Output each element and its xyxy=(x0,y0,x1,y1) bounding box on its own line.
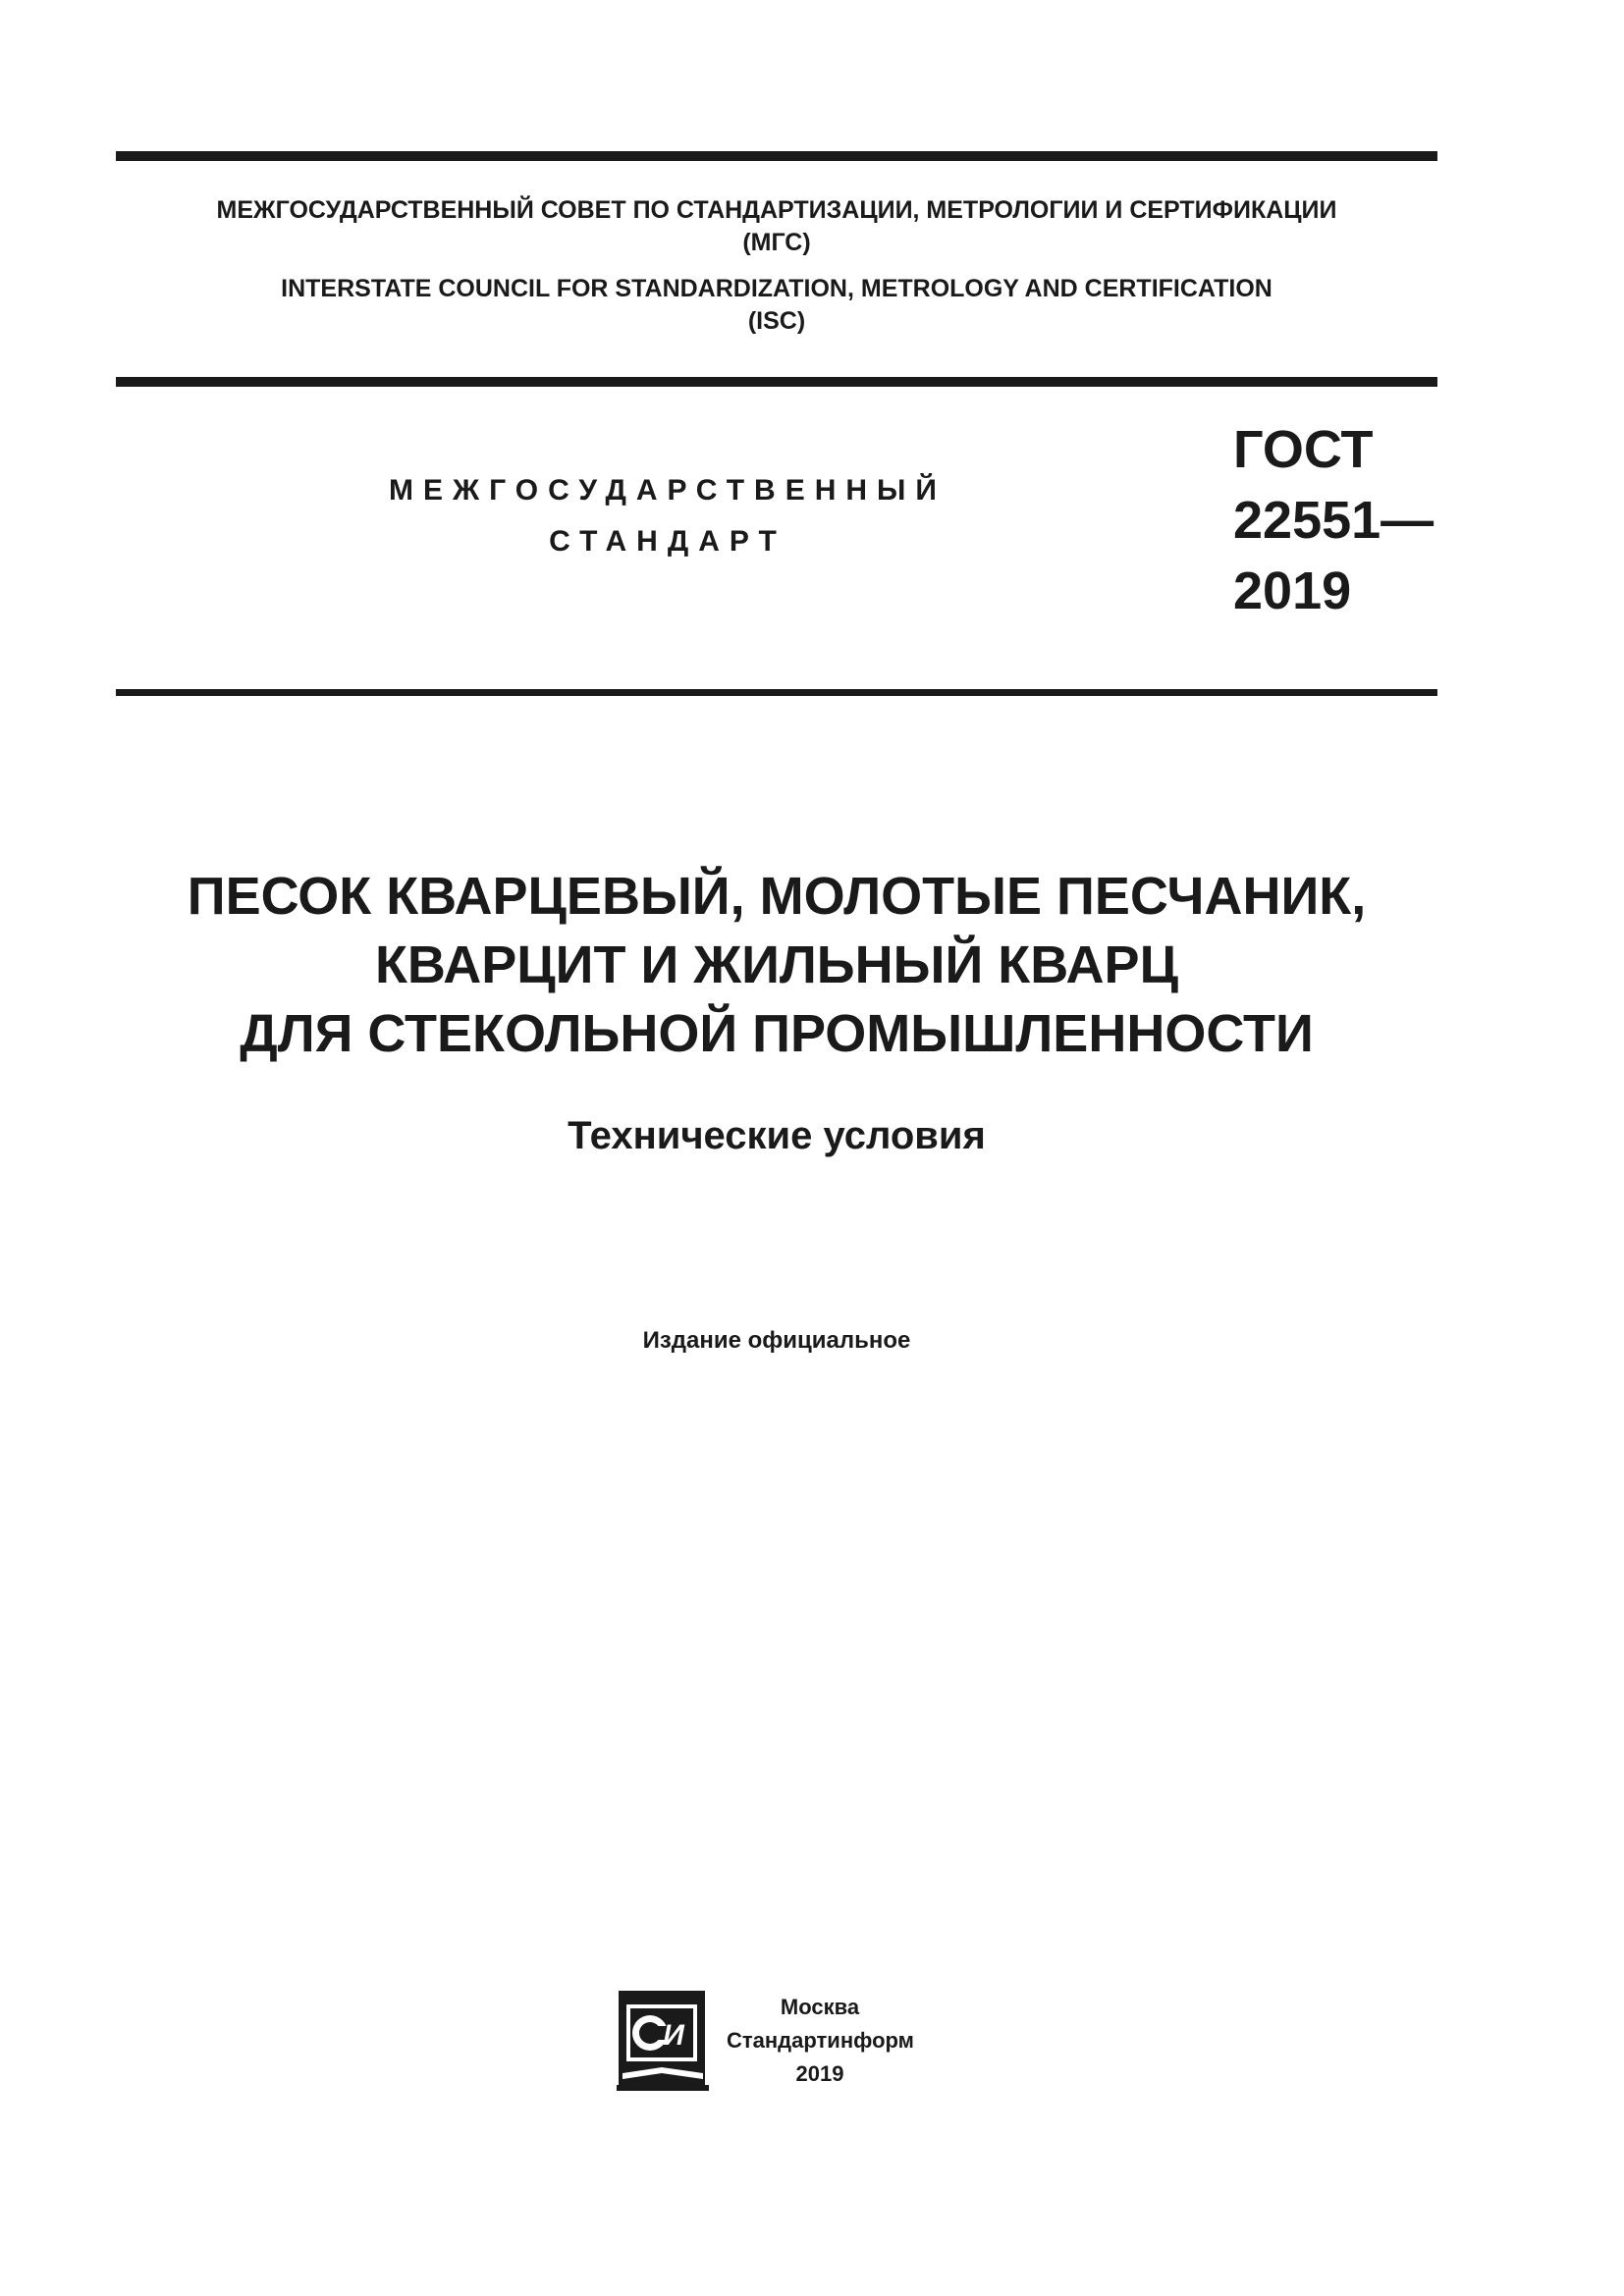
standard-kind-line2: СТАНДАРТ xyxy=(549,525,786,558)
title-line-2: КВАРЦИТ И ЖИЛЬНЫЙ КВАРЦ xyxy=(374,935,1179,994)
imprint xyxy=(727,1991,913,2091)
gost-number: 22551— xyxy=(1233,491,1435,550)
publisher-block xyxy=(617,1991,917,2093)
svg-text:И: И xyxy=(663,2019,684,2052)
council-bottom-rule xyxy=(116,377,1437,387)
gost-prefix: ГОСТ xyxy=(1233,420,1374,479)
title-line-1: ПЕСОК КВАРЦЕВЫЙ, МОЛОТЫЕ ПЕСЧАНИК, xyxy=(187,867,1367,926)
council-abbr-en: (ISC) xyxy=(747,307,806,335)
document-subtitle: Технические условия xyxy=(568,1114,986,1157)
gost-year: 2019 xyxy=(1233,561,1352,620)
gost-designation xyxy=(1233,414,1434,626)
standartinform-logo-icon xyxy=(617,1991,709,2093)
top-rule xyxy=(116,151,1437,161)
council-abbr-ru: (МГС) xyxy=(742,229,811,256)
designation-bottom-rule xyxy=(116,689,1437,696)
publisher-name: Стандартинформ xyxy=(727,2028,914,2053)
publisher-year: 2019 xyxy=(795,2061,844,2086)
publisher-city: Москва xyxy=(780,1995,860,2019)
title-line-3: ДЛЯ СТЕКОЛЬНОЙ ПРОМЫШЛЕННОСТИ xyxy=(240,1004,1314,1063)
council-header xyxy=(116,194,1437,338)
document-title xyxy=(116,862,1437,1068)
standard-kind xyxy=(295,465,1041,567)
edition-note: Издание официальное xyxy=(642,1327,911,1354)
council-name-en: INTERSTATE COUNCIL FOR STANDARDIZATION, METROLOGY AND CERTIFICATION xyxy=(281,275,1272,302)
council-name-ru: МЕЖГОСУДАРСТВЕННЫЙ СОВЕТ ПО СТАНДАРТИЗАЦИИ, МЕТРОЛОГИИ И СЕРТИФИКАЦИИ xyxy=(216,196,1337,224)
standard-kind-line1: МЕЖГОСУДАРСТВЕННЫЙ xyxy=(389,474,947,507)
